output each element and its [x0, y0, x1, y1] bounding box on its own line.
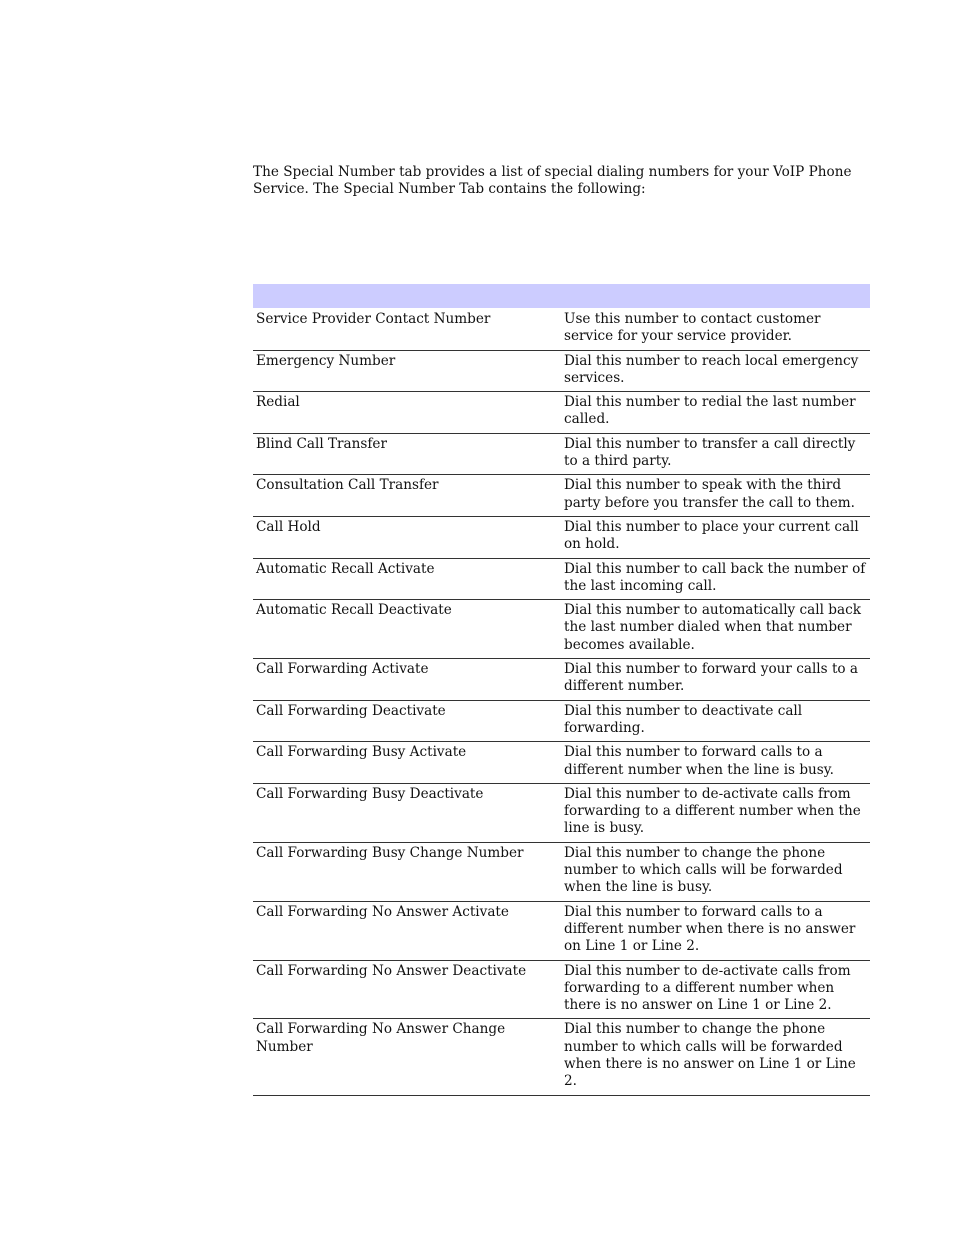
field-name-cell: Call Forwarding No Answer Activate — [253, 901, 562, 960]
table-row — [253, 742, 870, 784]
field-description-cell: Dial this number to de-activate calls from forwarding to a different number when there is no answer on Line 1 or Line 2. — [562, 960, 870, 1019]
field-description-cell: Dial this number to de-activate calls from forwarding to a different number when the line is busy. — [562, 783, 870, 842]
field-name-cell: Call Forwarding No Answer Deactivate — [253, 960, 562, 1019]
field-description-cell: Dial this number to change the phone number to which calls will be forwarded when there is no answer on Line 1 or Line 2. — [562, 1019, 870, 1095]
field-description-cell: Dial this number to transfer a call directly to a third party. — [562, 433, 870, 475]
field-description-cell: Dial this number to forward calls to a different number when the line is busy. — [562, 742, 870, 784]
field-name-cell: Service Provider Contact Number — [253, 308, 562, 351]
field-name-cell: Call Forwarding Busy Activate — [253, 742, 562, 784]
field-name-cell: Call Forwarding Activate — [253, 659, 562, 701]
field-name-cell: Call Forwarding Busy Deactivate — [253, 783, 562, 842]
table-row — [253, 350, 870, 392]
field-description-cell: Dial this number to forward calls to a different number when there is no answer on Line 1 or Line 2. — [562, 901, 870, 960]
table-row — [253, 842, 870, 901]
table-row — [253, 433, 870, 475]
field-description-cell: Dial this number to speak with the third party before you transfer the call to them. — [562, 475, 870, 517]
field-name-cell: Call Forwarding Busy Change Number — [253, 842, 562, 901]
field-name-cell: Call Hold — [253, 516, 562, 558]
table-header-cell-field — [253, 284, 562, 308]
field-name-cell: Automatic Recall Deactivate — [253, 600, 562, 659]
table-row — [253, 901, 870, 960]
table-row — [253, 308, 870, 351]
field-name-cell: Call Forwarding Deactivate — [253, 700, 562, 742]
table-body — [253, 308, 870, 1096]
table-row — [253, 700, 870, 742]
field-name-cell: Redial — [253, 392, 562, 434]
table-row — [253, 600, 870, 659]
field-description-cell: Use this number to contact customer service for your service provider. — [562, 308, 870, 351]
table-row — [253, 558, 870, 600]
intro-paragraph: The Special Number tab provides a list of special dialing numbers for your VoIP Phone Service. The Special Number Tab contains the following: — [253, 164, 852, 197]
field-name-cell: Automatic Recall Activate — [253, 558, 562, 600]
field-description-cell: Dial this number to redial the last number called. — [562, 392, 870, 434]
field-name-cell: Emergency Number — [253, 350, 562, 392]
table-row — [253, 392, 870, 434]
field-name-cell: Blind Call Transfer — [253, 433, 562, 475]
field-name-cell: Call Forwarding No Answer Change Number — [253, 1019, 562, 1095]
field-name-cell: Consultation Call Transfer — [253, 475, 562, 517]
field-description-cell: Dial this number to change the phone number to which calls will be forwarded when the line is busy. — [562, 842, 870, 901]
table-row — [253, 960, 870, 1019]
field-description-cell: Dial this number to deactivate call forwarding. — [562, 700, 870, 742]
special-number-table-container — [253, 284, 870, 1096]
special-number-table — [253, 284, 870, 1096]
field-description-cell: Dial this number to place your current call on hold. — [562, 516, 870, 558]
table-row — [253, 659, 870, 701]
table-row — [253, 516, 870, 558]
table-row — [253, 783, 870, 842]
table-row — [253, 1019, 870, 1095]
table-header-band — [253, 284, 870, 308]
field-description-cell: Dial this number to call back the number of the last incoming call. — [562, 558, 870, 600]
field-description-cell: Dial this number to reach local emergency services. — [562, 350, 870, 392]
table-header-cell-description — [562, 284, 870, 308]
table-row — [253, 475, 870, 517]
field-description-cell: Dial this number to forward your calls to a different number. — [562, 659, 870, 701]
field-description-cell: Dial this number to automatically call back the last number dialed when that number becomes available. — [562, 600, 870, 659]
